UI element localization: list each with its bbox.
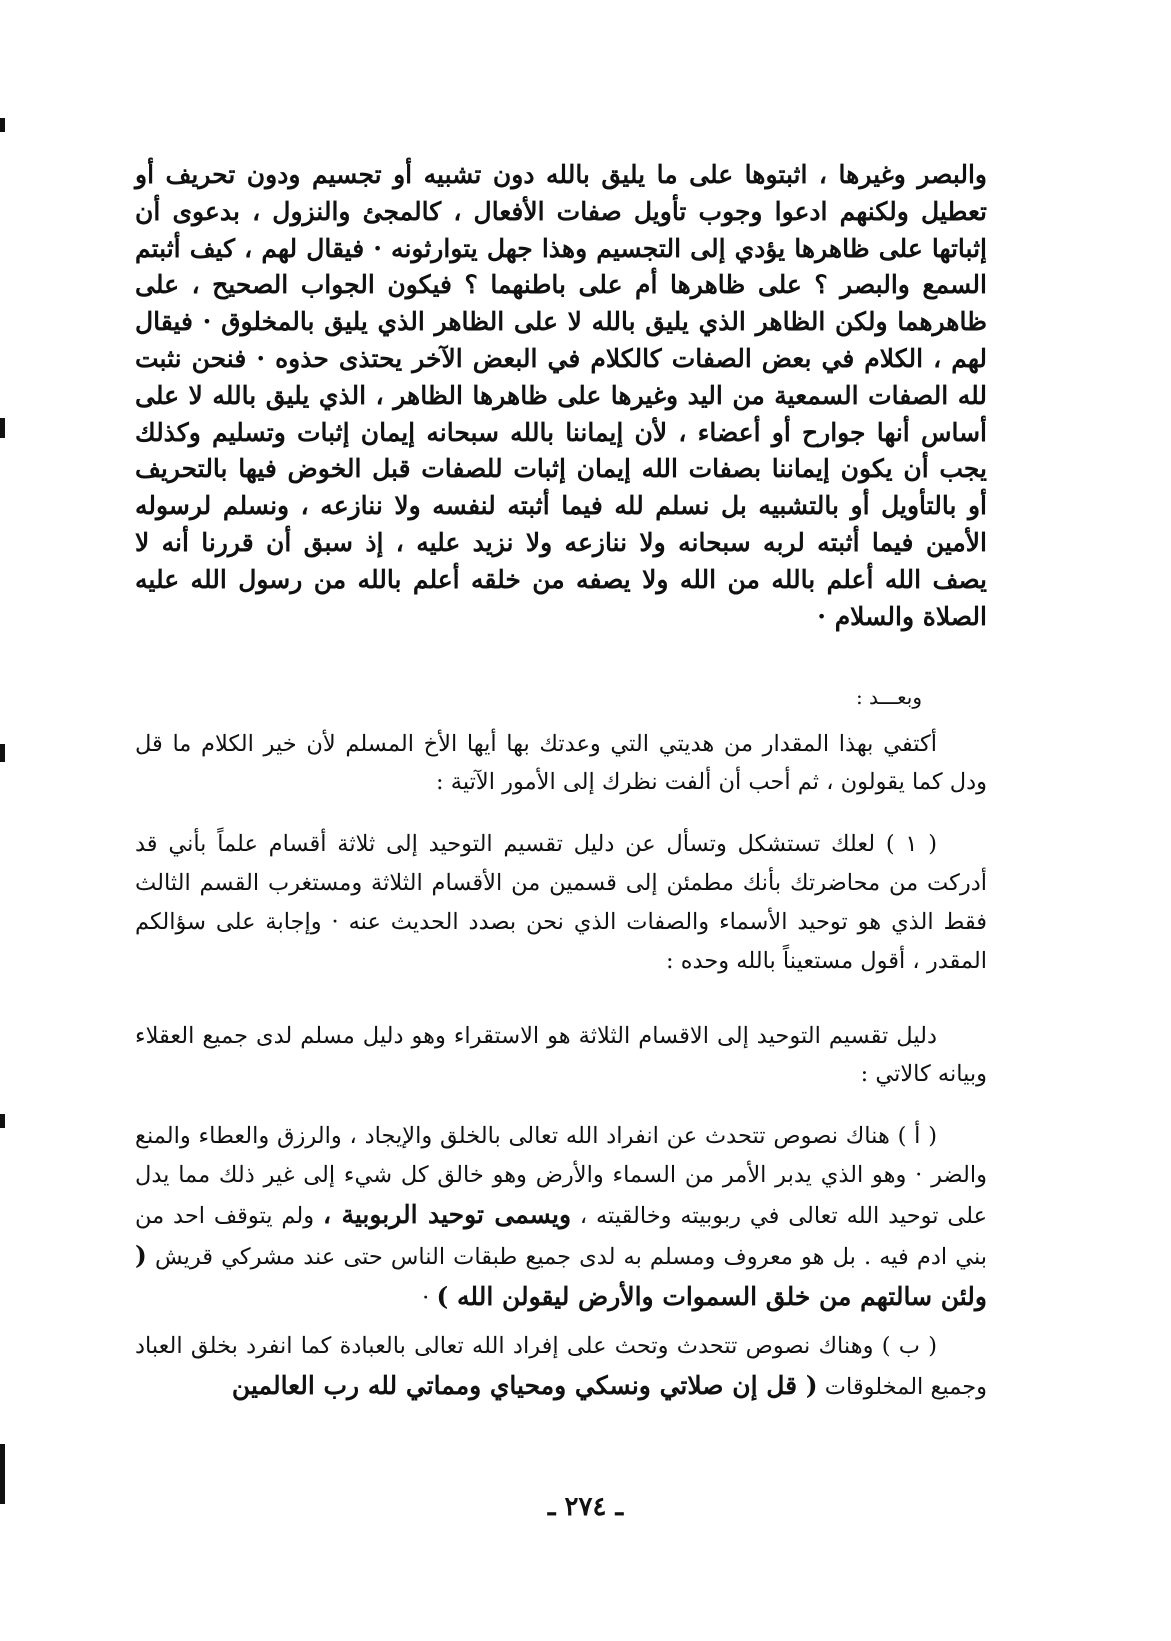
section-heading: وبعـــد : xyxy=(855,685,922,709)
scan-edge-mark xyxy=(0,418,5,438)
paragraph-5-quote: ( ولئن سالتهم من خلق السموات والأرض ليقولن الله ) xyxy=(135,1241,987,1311)
paragraph-5-text-b: ولم يتوقف احد من بني ادم فيه . بل هو معروف ومسلم به لدى جميع طبقات الناس حتى عند مشركي قريش xyxy=(135,1203,987,1270)
paragraph-5-emphasis-a: ويسمى توحيد الربوبية ، xyxy=(322,1200,572,1229)
scan-edge-mark xyxy=(0,1444,5,1504)
paragraph-5 xyxy=(135,1117,987,1318)
paragraph-6-quote: ( قل إن صلاتي ونسكي ومحياي ومماتي لله رب العالمين xyxy=(231,1371,818,1400)
paragraph-2: أكتفي بهذا المقدار من هديتي التي وعدتك بها أيها الأخ المسلم لأن خير الكلام ما قل ودل كما يقولون ، ثم أحب أن ألفت نظرك إلى الأمور الآتية : xyxy=(135,731,987,795)
scan-edge-mark xyxy=(0,1114,5,1128)
paragraph-5-end: · xyxy=(422,1285,430,1311)
paragraph-1: والبصر وغيرها ، اثبتوها على ما يليق بالله دون تشبيه أو تجسيم ودون تحريف أو تعطيل ولكنهم ادعوا وجوب تأويل صفات الأفعال ، كالمجئ والنزول ، بدعوى أن إثباتها على ظاهرها يؤدي إلى التجسيم وهذا جهل يتوارثونه · فيقال لهم ، كيف أثبتم السمع والبصر ؟ على ظاهرها أم على باطنهما ؟ فيكون الجواب الصحيح ، على ظاهرهما ولكن الظاهر الذي يليق بالله لا على الظاهر الذي يليق بالمخلوق · فيقال لهم ، الكلام في بعض الصفات كالكلام في البعض الآخر يحتذى حذوه · فنحن نثبت لله الصفات السمعية من اليد وغيرها على ظاهرها الظاهر ، الذي يليق بالله لا على أساس أنها جوارح أو أعضاء ، لأن إيماننا بالله سبحانه إيمان إثبات وتسليم وكذلك يجب أن يكون إيماننا بصفات الله إيمان إثبات للصفات قبل الخوض فيها بالتحريف أو بالتأويل أو بالتشبيه بل نسلم لله فيما أثبته لنفسه ولا ننازعه ، ونسلم لرسوله الأمين فيما أثبته لربه سبحانه ولا ننازعه ولا نزيد عليه ، إذ سبق أن قررنا أنه لا يصف الله أعلم بالله من الله ولا يصفه من خلقه أعلم بالله من رسول الله عليه الصلاة والسلام · xyxy=(135,160,988,631)
scan-edge-mark xyxy=(0,118,5,132)
scan-edge-mark xyxy=(0,744,5,762)
paragraph-5-text-a: ( أ ) هناك نصوص تتحدث عن انفراد الله تعالى بالخلق والإيجاد ، والرزق والعطاء والمنع والضر · وهو الذي يدبر الأمر من السماء والأرض وهو خالق كل شيء إلى غير ذلك مما يدل على توحيد الله تعالى في ربوبيته وخالقيته ، xyxy=(135,1123,987,1229)
paragraph-6-text: ( ب ) وهناك نصوص تتحدث وتحث على إفراد الله تعالى بالعبادة كما انفرد بخلق العباد وجميع المخلوقات xyxy=(135,1333,987,1400)
page-number: ـ ٢٧٤ ـ xyxy=(547,1492,624,1522)
paragraph-4: دليل تقسيم التوحيد إلى الاقسام الثلاثة هو الاستقراء وهو دليل مسلم لدى جميع العقلاء وبيانه كالاتي : xyxy=(135,1023,987,1087)
paragraph-6 xyxy=(135,1326,987,1407)
paragraph-3: ( ١ ) لعلك تستشكل وتسأل عن دليل تقسيم التوحيد إلى ثلاثة أقسام علماً بأني قد أدركت من محاضرتك بأنك مطمئن إلى قسمين من الأقسام الثلاثة ومستغرب القسم الثالث فقط الذي هو توحيد الأسماء والصفات الذي نحن بصدد الحديث عنه · وإجابة على سؤالكم المقدر ، أقول مستعيناً بالله وحده : xyxy=(135,831,987,974)
